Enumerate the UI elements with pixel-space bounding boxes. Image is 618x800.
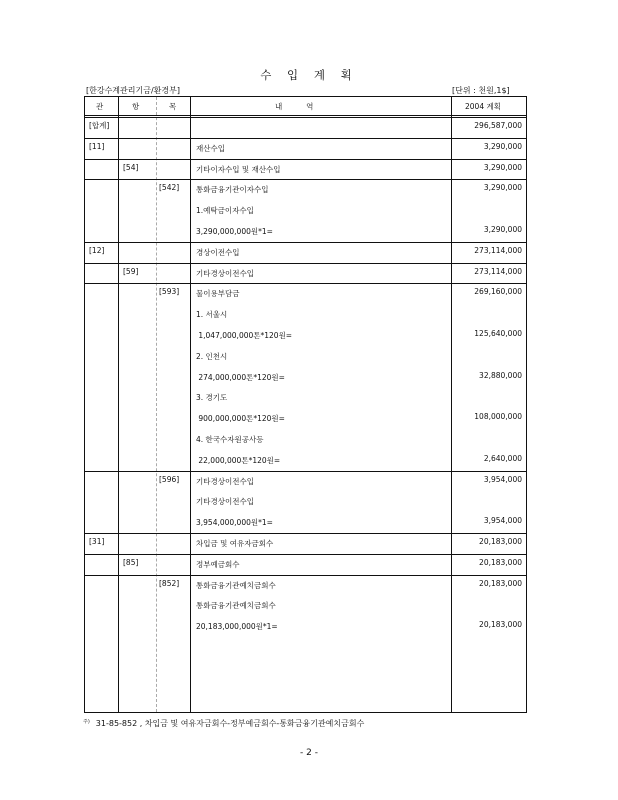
row-description: 경상이전수입 bbox=[196, 247, 240, 257]
header-mok: 목 bbox=[169, 102, 177, 111]
column-divider bbox=[156, 97, 157, 712]
row-amount: 3,290,000 bbox=[483, 225, 522, 234]
unit-label: [단위 : 천원,1$] bbox=[452, 86, 510, 95]
row-divider bbox=[85, 575, 526, 576]
footnote-text: 31-85-852 , 차입금 및 여유자금회수-정부예금회수-통화금융기관예치금회수 bbox=[95, 719, 365, 728]
row-amount: 273,114,000 bbox=[474, 266, 522, 276]
row-amount: 20,183,000 bbox=[479, 620, 522, 630]
row-amount: 32,880,000 bbox=[479, 370, 522, 380]
row-amount: 273,114,000 bbox=[474, 245, 522, 255]
row-description: 2. 인천시 bbox=[196, 351, 228, 361]
row-description: 22,000,000톤*120원= bbox=[196, 455, 281, 465]
row-amount: 269,160,000 bbox=[474, 287, 522, 297]
row-description: 3,954,000,000원*1= bbox=[196, 518, 273, 528]
row-description: 1.예탁금이자수입 bbox=[196, 206, 254, 216]
row-description: 차입금 및 여유자금회수 bbox=[196, 539, 274, 548]
row-amount: 20,183,000 bbox=[479, 557, 522, 567]
row-description: 3. 경기도 bbox=[196, 393, 228, 403]
row-amount: 3,290,000 bbox=[483, 162, 522, 172]
row-amount: 3,290,000 bbox=[483, 141, 522, 151]
row-amount: 3,954,000 bbox=[483, 516, 522, 526]
row-amount: 20,183,000 bbox=[479, 537, 522, 546]
row-code: [593] bbox=[159, 287, 180, 297]
row-description: 기타경상이전수입 bbox=[196, 268, 254, 278]
row-divider bbox=[85, 283, 526, 284]
row-description: 정부예금회수 bbox=[196, 559, 240, 569]
row-divider bbox=[85, 179, 526, 180]
header-plan: 2004 계획 bbox=[465, 102, 501, 111]
header-naeyeok: 내 역 bbox=[275, 102, 314, 111]
row-description: 통화금융기관이자수입 bbox=[196, 185, 269, 195]
row-description: 통화금융기관예치금회수 bbox=[196, 580, 276, 590]
row-amount: 296,587,000 bbox=[474, 121, 522, 130]
row-description: 1,047,000,000톤*120원= bbox=[196, 331, 293, 340]
row-amount: 3,290,000 bbox=[483, 183, 522, 193]
row-code: [31] bbox=[89, 537, 105, 546]
row-amount: 125,640,000 bbox=[474, 329, 522, 338]
row-code: [11] bbox=[89, 141, 105, 151]
fund-label: [한강수계관리기금/환경부] bbox=[86, 86, 180, 95]
header-divider bbox=[85, 115, 526, 118]
row-amount: 20,183,000 bbox=[479, 578, 522, 588]
header-gwan: 관 bbox=[96, 102, 104, 111]
row-description: 기타경상이전수입 bbox=[196, 476, 254, 486]
row-description: 4. 한국수자원공사등 bbox=[196, 435, 264, 444]
row-code: [12] bbox=[89, 245, 105, 255]
row-description: 20,183,000,000원*1= bbox=[196, 622, 278, 632]
row-code: [852] bbox=[159, 578, 180, 588]
row-code: [54] bbox=[123, 162, 139, 172]
column-divider bbox=[190, 97, 191, 712]
row-amount: 2,640,000 bbox=[483, 453, 522, 463]
row-code: [59] bbox=[123, 266, 139, 276]
row-description: 재산수입 bbox=[196, 143, 225, 153]
row-code: [596] bbox=[159, 474, 180, 484]
header-hang: 항 bbox=[132, 102, 140, 111]
row-description: 900,000,000톤*120원= bbox=[196, 414, 285, 424]
row-description: 1. 서울시 bbox=[196, 310, 228, 320]
row-divider bbox=[85, 138, 526, 139]
row-divider bbox=[85, 242, 526, 243]
row-divider bbox=[85, 533, 526, 534]
row-description: 3,290,000,000원*1= bbox=[196, 227, 273, 236]
row-description: 기타이자수입 및 재산수입 bbox=[196, 164, 281, 174]
row-divider bbox=[85, 159, 526, 160]
page-title: 수 입 계 획 bbox=[260, 68, 358, 82]
column-divider bbox=[451, 97, 452, 712]
revenue-plan-table bbox=[84, 96, 527, 713]
row-code: [85] bbox=[123, 557, 139, 567]
column-divider bbox=[118, 97, 119, 712]
row-divider bbox=[85, 471, 526, 472]
row-description: 물이용부담금 bbox=[196, 289, 240, 299]
row-code: [합계] bbox=[89, 121, 110, 130]
row-description: 274,000,000톤*120원= bbox=[196, 372, 285, 382]
row-description: 통화금융기관예치금회수 bbox=[196, 601, 276, 611]
page-number: - 2 - bbox=[300, 748, 318, 758]
row-code: [542] bbox=[159, 183, 180, 193]
row-divider bbox=[85, 263, 526, 264]
row-amount: 108,000,000 bbox=[474, 412, 522, 422]
row-divider bbox=[85, 554, 526, 555]
footnote bbox=[83, 718, 364, 729]
footnote-mark: 주) bbox=[83, 719, 90, 725]
row-amount: 3,954,000 bbox=[483, 474, 522, 484]
row-description: 기타경상이전수입 bbox=[196, 497, 254, 507]
